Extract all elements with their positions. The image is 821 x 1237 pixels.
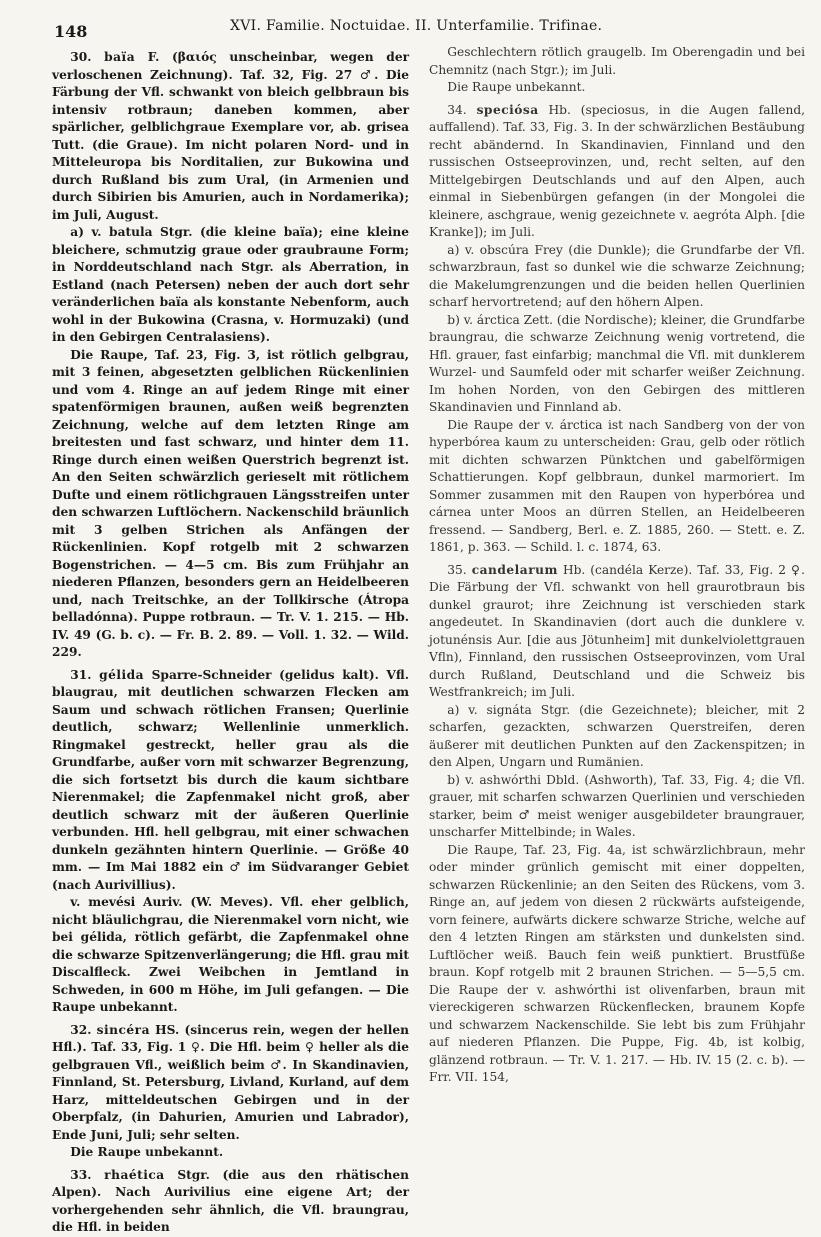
paragraph-text: Hb. (speciosus, in die Augen fallend, auffallend). Taf. 33, Fig. 3. In der schwärzlichen Bestäubung recht abändernd. In Skandinavien, Finnland und den russischen Ostseeprovinzen, und, recht selten, auf den Mittelgebirgen Deutschlands und auf den Alpen, auch einmal in Siebenbürgen gefangen (in der Mongolei die kleinere, aschgraue, wenig gezeichnete v. aegróta Alph. [die Kranke]); im Juli. [429,102,805,239]
species-entry [429,102,805,242]
left-column [52,44,409,1237]
paragraph-text: a) v. signáta Stgr. (die Gezeichnete); bleicher, mit 2 scharfen, gezackten, schwarzen Querstreifen, deren äußerer mit deutlichen Punkten auf den Zackenspitzen; in den Alpen, Ungarn und Rumänien. [429,702,805,769]
species-number: 33. [70,1167,105,1182]
page-header [0,0,821,40]
paragraph-text: Die Raupe, Taf. 23, Fig. 4a, ist schwärzlichbraun, mehr oder minder grünlich gemischt mit einer doppelten, schwarzen Rückenlinie; an den Seiten des Rückens, vom 3. Ringe an, auf jedem von diesen 2 rückwärts aufsteigende, vorn feinere, aufwärts dickere schwarze Striche, welche auf den 4 letzten Ringen am stärksten und dunkelsten sind. Luftlöcher weiß. Bauch fein weiß punktiert. Brustfüße braun. Kopf rotgelb mit 2 braunen Strichen. — 5—5,5 cm. Die Raupe der v. ashwórthi ist olivenfarben, braun mit viereckigeren schwarzen Rückenflecken, braunem Kopfe und schwarzem Nackenschilde. Sie lebt bis zum Frühjahr auf niederen Pflanzen. Die Puppe, Fig. 4b, ist kolbig, glänzend rotbraun. — Tr. V. 1. 217. — Hb. IV. 15 (2. c. b). — Frr. VII. 154, [429,842,805,1084]
paragraph-text: Hb. (candéla Kerze). Taf. 33, Fig. 2 ♀. Die Färbung der Vfl. schwankt von hell graurotbraun bis dunkel graurot; ihre Zeichnung ist verschieden stark angedeutet. In Skandinavien (dort auch die dunklere v. jotunénsis Aur. [die aus Jötunheim] mit dunkelviolettgrauen Vfln), Finnland, den russischen Ostseeprovinzen, vom Ural durch Rußland, Deutschland und die Schweiz bis Westfrankreich; im Juli. [429,562,805,699]
paragraph-text: v. mevési Auriv. (W. Meves). Vfl. eher gelblich, nicht bläulichgrau, die Nierenmakel vorn nicht, wie bei gélida, rötlich gefärbt, die Zapfenmakel ohne die schwarze Spitzenverlängerung; die Hfl. grau mit Discalfleck. Zwei Weibchen in Jemtland in Schweden, in 600 m Höhe, im Juli gefangen. — Die Raupe unbekannt. [52,895,409,1014]
paragraph-text: a) v. batula Stgr. (die kleine baïa); eine kleine bleichere, schmutzig graue oder graubraune Form; in Norddeutschland nach Stgr. als Aberration, in Estland (nach Petersen) neben der auch dort sehr veränderlichen baïa als konstante Nebenform, auch wohl in der Bukowina (Crasna, v. Hormuzaki) (und in den Gebirgen Centralasiens). [52,225,409,344]
species-number: 34. [447,102,477,117]
species-number: 31. [70,667,100,682]
species-number: 32. [70,1022,97,1037]
species-name: candelarum [471,562,558,577]
paragraph-text: a) v. obscúra Frey (die Dunkle); die Grundfarbe der Vfl. schwarzbraun, fast so dunkel wie die schwarze Zeichnung; die Makelumgrenzungen und die beiden hellen Querlinien scharf hervortretend; auf den höhern Alpen. [429,242,805,309]
species-entry [52,1022,409,1145]
page-number: 148 [54,22,88,41]
paragraph [429,702,805,772]
paragraph-text: b) v. ashwórthi Dbld. (Ashworth), Taf. 33, Fig. 4; die Vfl. grauer, mit scharfen schwarzen Querlinien und verschieden starker, beim ♂ meist weniger ausgebildeter braungrauer, unscharfer Mittelbinde; in Wales. [429,772,805,839]
species-name: rhaética [104,1167,165,1182]
paragraph-text: Geschlechtern rötlich graugelb. Im Oberengadin und bei Chemnitz (nach Stgr.); im Juli. [429,45,805,77]
species-entry [429,562,805,702]
species-entry [52,1167,409,1237]
paragraph [429,417,805,557]
species-number: 35. [447,562,472,577]
paragraph [52,1144,409,1162]
running-head: XVI. Familie. Noctuidae. II. Unterfamilie. Trifinae. [230,18,603,34]
species-name: sincéra [96,1022,151,1037]
species-name: gélida [99,667,145,682]
paragraph [429,44,805,79]
paragraph [429,772,805,842]
species-entry [52,49,409,224]
paragraph [429,79,805,97]
paragraph-text: HS. (sincerus rein, wegen der hellen Hfl.). Taf. 33, Fig. 1 ♀. Die Hfl. beim ♀ heller als die gelbgrauen Vfl., weißlich beim ♂. In Skandinavien, Finnland, St. Petersburg, Livland, Kurland, auf dem Harz, mitteldeutschen Gebirgen und in der Oberpfalz, (in Dahurien, Amurien und Labrador), Ende Juni, Juli; sehr selten. [52,1022,409,1142]
species-entry [52,667,409,895]
paragraph-text: b) v. árctica Zett. (die Nordische); kleiner, die Grundfarbe braungrau, die schwarze Zeichnung wenig vortretend, die Hfl. grauer, fast einfarbig; manchmal die Vfl. mit dunklerem Wurzel- und Saumfeld oder mit scharfer weißer Zeichnung. Im hohen Norden, von den Gebirgen des mittleren Skandinavien und Finnland ab. [429,312,805,414]
paragraph [52,347,409,662]
paragraph [52,224,409,347]
paragraph [429,842,805,1087]
species-name: baïa [104,50,136,64]
species-name: speciósa [476,102,539,117]
paragraph [429,312,805,417]
paragraph [52,894,409,1017]
paragraph-text: Die Raupe unbekannt. [447,80,586,94]
right-column [429,44,805,1087]
paragraph-text: Die Raupe, Taf. 23, Fig. 3, ist rötlich gelbgrau, mit 3 feinen, abgesetzten gelblichen Rückenlinien und vom 4. Ringe an auf jedem Ringe mit einer spatenförmigen braunen, außen weiß begrenzten Zeichnung, welche auf dem letzten Ringe am breitesten und fast schwarz, und hinter dem 11. Ringe durch einen weißen Querstrich begrenzt ist. An den Seiten schwärzlich gerieselt mit rötlichem Dufte und einem rötlichgrauen Längsstreifen unter den schwarzen Luftlöchern. Nackenschild bräunlich mit 3 gelben Strichen als Anfängen der Rückenlinien. Kopf rotgelb mit 2 schwarzen Bogenstrichen. — 4—5 cm. Bis zum Frühjahr an niederen Pflanzen, besonders gern an Heidelbeeren und, nach Treitschke, an der Tollkirsche (Átropa belladónna). Puppe rotbraun. — Tr. V. 1. 215. — Hb. IV. 49 (G. b. c). — Fr. B. 2. 89. — Voll. 1. 32. — Wild. 229. [52,347,409,659]
paragraph-text: Die Raupe der v. árctica ist nach Sandberg von der von hyperbórea kaum zu unterscheiden: Grau, gelb oder rötlich mit dichten schwarzen Pünktchen und gabelförmigen Schattierungen. Kopf gelbbraun, dunkel marmoriert. Im Sommer zusammen mit den Raupen von hyperbórea und cárnea unter Moos an dürren Stellen, an Heidelbeeren fressend. — Sandberg, Berl. e. Z. 1885, 260. — Stett. e. Z. 1861, p. 363. — Schild. l. c. 1874, 63. [429,417,805,554]
paragraph-text: Die Raupe unbekannt. [70,1145,224,1159]
species-number: 30. [70,50,105,64]
paragraph-text: Stgr. (die aus den rhätischen Alpen). Nach Aurivilius eine eigene Art; der vorhergehenden sehr ähnlich, die Vfl. braungrau, die Hfl. in beiden [52,1167,410,1234]
paragraph-text: Sparre-Schneider (gelidus kalt). Vfl. blaugrau, mit deutlichen schwarzen Flecken am Saum und schwach rötlichen Fransen; Querlinie deutlich, schwarz; Wellenlinie unmerklich. Ringmakel gestreckt, heller grau als die Grundfarbe, außer vorn mit schwarzer Begrenzung, die sich fortsetzt bis durch die kaum sichtbare Nierenmakel; die Zapfenmakel nicht groß, aber deutlich schwarz mit der äußeren Querlinie verbunden. Hfl. hell gelbgrau, mit einer schwachen dunkeln gezähnten hintern Querlinie. — Größe 40 mm. — Im Mai 1882 ein ♂ im Südvaranger Gebiet (nach Aurivillius). [52,667,409,892]
paragraph-text: F. (βαιός unscheinbar, wegen der verloschenen Zeichnung). Taf. 32, Fig. 27 ♂. Die Färbung der Vfl. schwankt von bleich gelbbraun bis intensiv rotbraun; daneben kommen, aber spärlicher, gelblichgraue Exemplare vor, ab. grisea Tutt. (die Graue). Im nicht polaren Nord- und in Mitteleuropa bis Norditalien, zur Bukowina und durch Rußland bis zum Ural, (in Armenien und durch Sibirien bis Amurien, auch in Nordamerika); im Juli, August. [52,50,409,222]
paragraph [429,242,805,312]
